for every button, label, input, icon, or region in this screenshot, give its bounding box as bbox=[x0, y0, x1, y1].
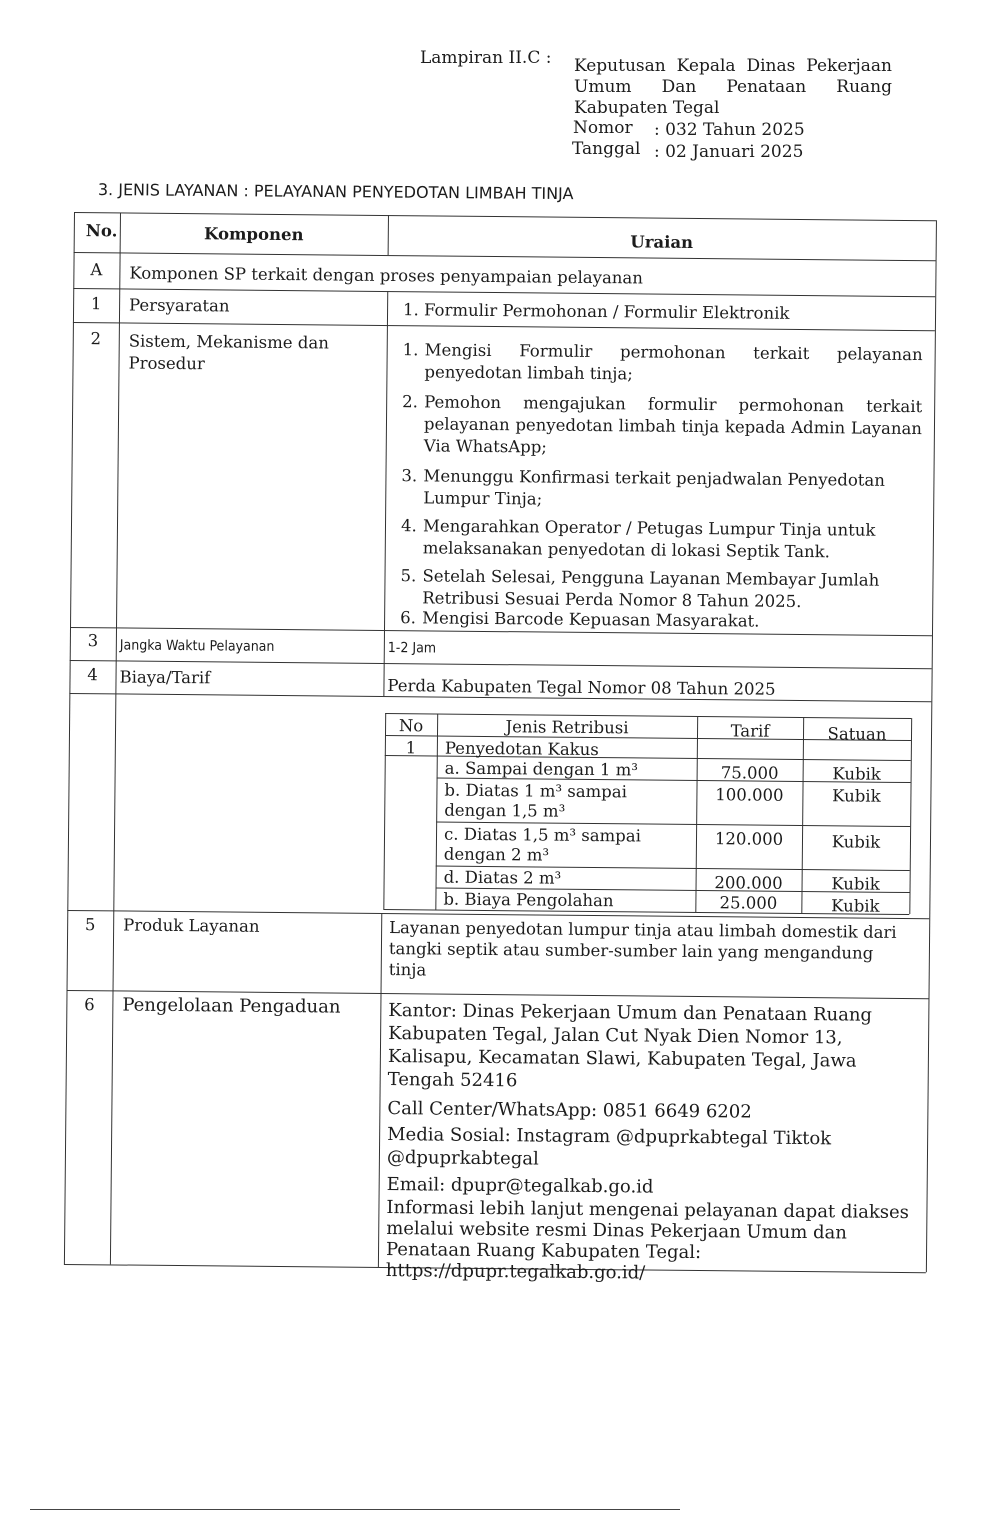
row-2-component-line-2: Prosedur bbox=[128, 353, 205, 374]
tariff-header-no: No bbox=[398, 716, 424, 736]
header-component: Komponen bbox=[203, 224, 304, 245]
tariff-item-unit: Kubik bbox=[831, 896, 880, 916]
date-label: Tanggal bbox=[572, 139, 641, 159]
tariff-group-label: Penyedotan Kakus bbox=[444, 738, 599, 760]
procedure-step-5: 5. Setelah Selesai, Pengguna Layanan Membayar Jumlah Retribusi Sesuai Perda Nomor 8 Tahun 2025. bbox=[400, 566, 880, 611]
number-value: : 032 Tahun 2025 bbox=[654, 120, 805, 140]
tariff-header-unit: Satuan bbox=[827, 724, 887, 744]
row-3-no: 3 bbox=[87, 631, 99, 651]
row-2-no: 2 bbox=[90, 329, 102, 349]
complaint-office-address: Kantor: Dinas Pekerjaan Umum dan Penataan Ruang Kabupaten Tegal, Jalan Cut Nyak Dien Nomor 13, Kalisapu, Kecamatan Slawi, Kabupaten Tegal, Jawa Tengah 52416 bbox=[387, 1000, 873, 1092]
procedure-step-4: 4. Mengarahkan Operator / Petugas Lumpur Tinja untuk melaksanakan penyedotan di lokasi Septik Tank. bbox=[400, 516, 876, 562]
complaint-email: Email: dpupr@tegalkab.go.id bbox=[386, 1174, 654, 1198]
row-4-description: Perda Kabupaten Tegal Nomor 08 Tahun 2025 bbox=[387, 676, 776, 699]
tariff-item-label: b. Diatas 1 m³ sampai bbox=[444, 780, 628, 802]
procedure-step-6: 6. Mengisi Barcode Kepuasan Masyarakat. bbox=[400, 608, 760, 631]
header-description: Uraian bbox=[630, 232, 694, 252]
tariff-item-label: b. Biaya Pengolahan bbox=[443, 889, 614, 911]
page-bottom-rule bbox=[30, 1509, 680, 1510]
decree-line-2: Umum Dan Penataan Ruang bbox=[574, 77, 892, 97]
tariff-item-label: d. Diatas 2 m³ bbox=[443, 867, 562, 888]
tariff-table bbox=[383, 713, 911, 914]
complaint-social-media: Media Sosial: Instagram @dpuprkabtegal Tiktok @dpuprkabtegal bbox=[386, 1124, 832, 1170]
procedure-step-3: 3. Menunggu Konfirmasi terkait penjadwalan Penyedotan Lumpur Tinja; bbox=[401, 466, 886, 509]
tariff-item-label-cont: dengan 2 m³ bbox=[443, 844, 550, 865]
procedure-step-2: 2. Pemohon mengajukan formulir permohonan terkait pelayanan penyedotan limbah tinja kepada Admin Layanan Via WhatsApp; bbox=[402, 392, 923, 457]
row-5-description: Layanan penyedotan lumpur tinja atau limbah domestik dari tangki septik atau sumber-sumber lain yang mengandung tinja bbox=[388, 918, 897, 980]
tariff-header-tariff: Tarif bbox=[730, 721, 770, 741]
row-2-component-line-1: Sistem, Mekanisme dan bbox=[128, 331, 329, 353]
procedure-step-1: 1. Mengisi Formulir permohonan terkait pelayanan penyedotan limbah tinja; bbox=[402, 340, 923, 384]
tariff-item-label: a. Sampai dengan 1 m³ bbox=[444, 758, 639, 780]
tariff-item-unit: Kubik bbox=[832, 764, 881, 784]
row-5-component: Produk Layanan bbox=[123, 915, 260, 936]
number-label: Nomor bbox=[573, 118, 633, 138]
tariff-item-label-cont: dengan 1,5 m³ bbox=[444, 800, 566, 821]
tariff-item-unit: Kubik bbox=[832, 786, 881, 806]
row-4-no: 4 bbox=[87, 665, 98, 685]
complaint-website-info: Informasi lebih lanjut mengenai pelayanan dapat diakses melalui website resmi Dinas Pekerjaan Umum dan Penataan Ruang Kabupaten Tegal: https://dpupr.tegalkab.go.id/ bbox=[385, 1197, 910, 1284]
decree-line-1: Keputusan Kepala Dinas Pekerjaan bbox=[574, 56, 892, 76]
tariff-item-price: 100.000 bbox=[715, 785, 784, 805]
row-6-no: 6 bbox=[84, 995, 95, 1015]
tariff-item-unit: Kubik bbox=[831, 874, 880, 894]
decree-line-3: Kabupaten Tegal bbox=[574, 98, 720, 118]
tariff-header-type: Jenis Retribusi bbox=[505, 717, 629, 738]
tariff-group-no: 1 bbox=[405, 738, 417, 758]
tariff-item-price: 75.000 bbox=[720, 763, 779, 783]
row-5-no: 5 bbox=[84, 915, 96, 935]
section-a-label: Komponen SP terkait dengan proses penyampaian pelayanan bbox=[129, 263, 644, 288]
row-1-description: 1. Formulir Permohonan / Formulir Elektronik bbox=[402, 300, 790, 323]
tariff-item-price: 25.000 bbox=[719, 893, 778, 913]
section-title: 3. JENIS LAYANAN : PELAYANAN PENYEDOTAN LIMBAH TINJA bbox=[97, 180, 574, 204]
row-3-component: Jangka Waktu Pelayanan bbox=[119, 637, 275, 655]
row-1-component: Persyaratan bbox=[129, 295, 230, 316]
header-no: No. bbox=[85, 221, 118, 241]
date-value: : 02 Januari 2025 bbox=[654, 142, 804, 162]
complaint-call-center: Call Center/WhatsApp: 0851 6649 6202 bbox=[387, 1098, 752, 1123]
row-1-no: 1 bbox=[90, 294, 102, 314]
row-4-component: Biaya/Tarif bbox=[119, 667, 211, 688]
row-3-description: 1-2 Jam bbox=[387, 640, 437, 657]
tariff-item-price: 200.000 bbox=[714, 873, 783, 893]
row-6-component: Pengelolaan Pengaduan bbox=[122, 994, 341, 1018]
attachment-label: Lampiran II.C : bbox=[420, 48, 552, 68]
section-a-no: A bbox=[90, 260, 103, 280]
tariff-item-label: c. Diatas 1,5 m³ sampai bbox=[443, 824, 642, 846]
tariff-item-price: 120.000 bbox=[714, 829, 784, 849]
tariff-item-unit: Kubik bbox=[831, 832, 881, 852]
